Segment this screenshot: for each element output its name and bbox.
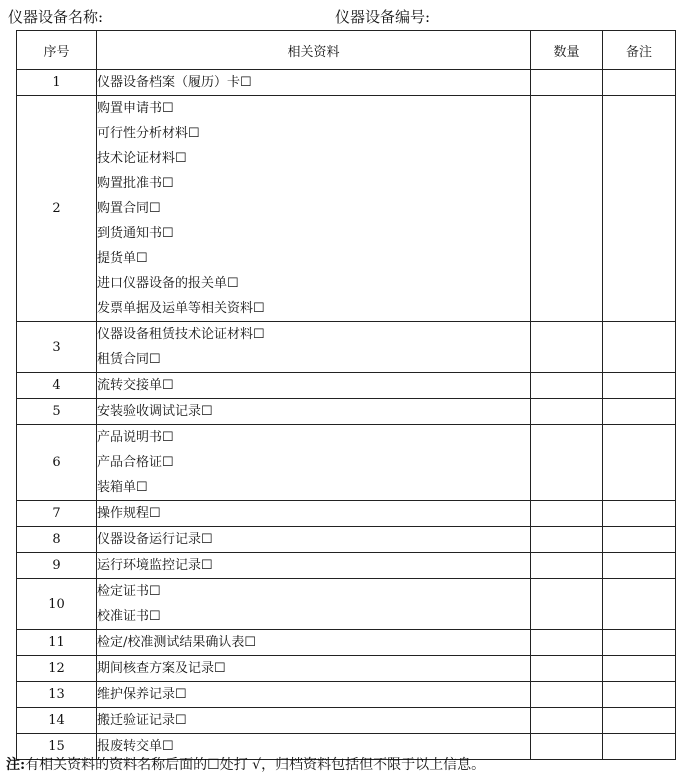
row-materials [97,656,531,682]
row-serial-number: 14 [17,708,97,734]
material-item: 租赁合同☐ [97,352,161,367]
material-item: 操作规程☐ [97,506,161,521]
remarks-cell[interactable] [603,630,676,656]
remarks-cell[interactable] [603,322,676,373]
row-materials [97,425,531,501]
remarks-cell[interactable] [603,399,676,425]
row-serial-number: 5 [17,399,97,425]
row-materials [97,579,531,630]
row-serial-number: 2 [17,96,97,322]
table-row [17,96,676,322]
column-header-serial: 序号 [17,31,97,70]
row-serial-number: 11 [17,630,97,656]
remarks-cell[interactable] [603,373,676,399]
device-number-label: 仪器设备编号: [335,8,431,26]
table-row [17,373,676,399]
quantity-cell[interactable] [531,96,603,322]
note-prefix: 注: [6,757,26,773]
material-item: 流转交接单☐ [97,378,174,393]
quantity-cell[interactable] [531,630,603,656]
table-row [17,527,676,553]
material-item: 到货通知书☐ [97,226,174,241]
material-item: 校准证书☐ [97,609,161,624]
table-row [17,501,676,527]
table-row [17,682,676,708]
table-header-row [17,31,676,70]
material-item: 提货单☐ [97,251,148,266]
row-serial-number: 9 [17,553,97,579]
table-row [17,630,676,656]
quantity-cell[interactable] [531,70,603,96]
row-materials [97,630,531,656]
archive-records-table [16,30,676,760]
material-item: 购置申请书☐ [97,101,174,116]
table-row [17,322,676,373]
material-item: 维护保养记录☐ [97,687,187,702]
quantity-cell[interactable] [531,553,603,579]
material-item: 进口仪器设备的报关单☐ [97,276,239,291]
table-row [17,399,676,425]
material-item: 购置批准书☐ [97,176,174,191]
remarks-cell[interactable] [603,70,676,96]
column-header-materials: 相关资料 [97,31,531,70]
material-item: 装箱单☐ [97,480,148,495]
table-row [17,708,676,734]
row-serial-number: 12 [17,656,97,682]
row-materials [97,399,531,425]
device-name-label: 仪器设备名称: [8,8,104,26]
material-item: 产品说明书☐ [97,430,174,445]
row-materials [97,96,531,322]
footnote [6,754,676,774]
material-item: 仪器设备运行记录☐ [97,532,213,547]
row-materials [97,682,531,708]
quantity-cell[interactable] [531,579,603,630]
material-item: 期间核查方案及记录☐ [97,661,226,676]
material-item: 搬迁验证记录☐ [97,713,187,728]
row-materials [97,322,531,373]
remarks-cell[interactable] [603,553,676,579]
material-item: 发票单据及运单等相关资料☐ [97,301,265,316]
material-item: 检定证书☐ [97,584,161,599]
note-text: 有相关资料的资料名称后面的☐处打 √，归档资料包括但不限于以上信息。 [25,757,486,773]
table-row [17,656,676,682]
row-serial-number: 3 [17,322,97,373]
remarks-cell[interactable] [603,527,676,553]
row-materials [97,553,531,579]
quantity-cell[interactable] [531,399,603,425]
remarks-cell[interactable] [603,682,676,708]
material-item: 产品合格证☐ [97,455,174,470]
remarks-cell[interactable] [603,425,676,501]
remarks-cell[interactable] [603,501,676,527]
quantity-cell[interactable] [531,373,603,399]
row-serial-number: 4 [17,373,97,399]
remarks-cell[interactable] [603,708,676,734]
material-item: 可行性分析材料☐ [97,126,200,141]
row-serial-number: 6 [17,425,97,501]
row-materials [97,708,531,734]
table-row [17,425,676,501]
quantity-cell[interactable] [531,682,603,708]
remarks-cell[interactable] [603,96,676,322]
material-item: 仪器设备租赁技术论证材料☐ [97,327,265,342]
quantity-cell[interactable] [531,322,603,373]
remarks-cell[interactable] [603,656,676,682]
table-body [17,70,676,760]
material-item: 购置合同☐ [97,201,161,216]
row-serial-number: 10 [17,579,97,630]
quantity-cell[interactable] [531,708,603,734]
material-item: 仪器设备档案（履历）卡☐ [97,75,252,90]
row-serial-number: 13 [17,682,97,708]
quantity-cell[interactable] [531,656,603,682]
row-materials [97,527,531,553]
material-item: 检定/校准测试结果确认表☐ [97,635,257,650]
row-serial-number: 7 [17,501,97,527]
material-item: 安装验收调试记录☐ [97,404,213,419]
table-row [17,553,676,579]
material-item: 运行环境监控记录☐ [97,558,213,573]
row-serial-number: 15 [17,734,97,760]
form-header [8,6,672,28]
quantity-cell[interactable] [531,527,603,553]
quantity-cell[interactable] [531,425,603,501]
quantity-cell[interactable] [531,501,603,527]
table-row [17,70,676,96]
remarks-cell[interactable] [603,579,676,630]
row-materials [97,70,531,96]
column-header-remarks: 备注 [603,31,676,70]
table-row [17,579,676,630]
row-serial-number: 8 [17,527,97,553]
row-serial-number: 1 [17,70,97,96]
row-materials [97,373,531,399]
material-item: 技术论证材料☐ [97,151,187,166]
material-item: 报废转交单☐ [97,739,174,754]
column-header-quantity: 数量 [531,31,603,70]
row-materials [97,501,531,527]
